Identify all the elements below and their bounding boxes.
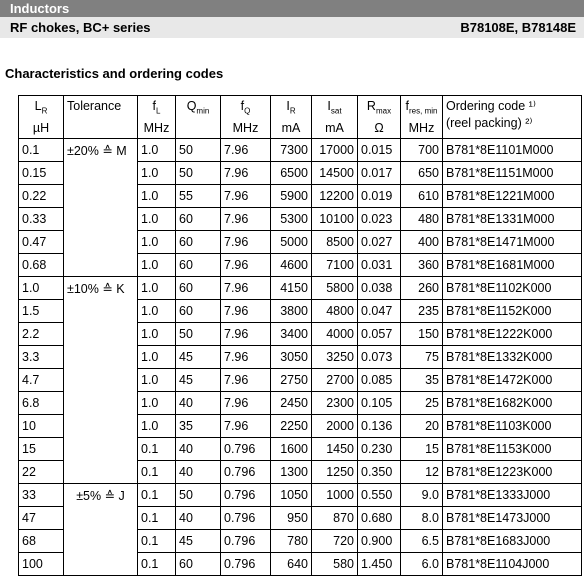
cell-lr: 22: [19, 461, 64, 484]
cell-isat: 7100: [312, 254, 358, 277]
cell-lr: 3.3: [19, 346, 64, 369]
cell-fq: 7.96: [221, 254, 271, 277]
cell-code: B781*8E1153K000: [443, 438, 582, 461]
cell-code: B781*8E1473J000: [443, 507, 582, 530]
cell-rmax: 0.085: [358, 369, 401, 392]
cell-isat: 17000: [312, 139, 358, 162]
cell-isat: 1000: [312, 484, 358, 507]
cell-qmin: 50: [176, 162, 221, 185]
cell-ir: 780: [271, 530, 312, 553]
cell-qmin: 40: [176, 461, 221, 484]
cell-qmin: 50: [176, 323, 221, 346]
col-rmax: $R_{max}$ Ω: [358, 96, 401, 139]
cell-code: B781*8E1221M000: [443, 185, 582, 208]
col-tolerance: Tolerance: [64, 96, 138, 139]
cell-qmin: 55: [176, 185, 221, 208]
cell-fres: 235: [401, 300, 443, 323]
cell-isat: 8500: [312, 231, 358, 254]
cell-isat: 2300: [312, 392, 358, 415]
cell-rmax: 0.073: [358, 346, 401, 369]
cell-code: B781*8E1682K000: [443, 392, 582, 415]
series-header: [0, 17, 584, 38]
cell-rmax: 0.017: [358, 162, 401, 185]
cell-fl: 1.0: [138, 415, 176, 438]
cell-fq: 7.96: [221, 346, 271, 369]
cell-qmin: 45: [176, 346, 221, 369]
cell-fq: 0.796: [221, 530, 271, 553]
section-header: Inductors: [0, 0, 584, 17]
cell-tolerance: ±5% ≙ J: [64, 484, 138, 576]
cell-isat: 1450: [312, 438, 358, 461]
cell-lr: 0.15: [19, 162, 64, 185]
cell-rmax: 0.031: [358, 254, 401, 277]
cell-isat: 1250: [312, 461, 358, 484]
characteristics-table: [18, 95, 582, 576]
cell-lr: 0.68: [19, 254, 64, 277]
cell-fq: 7.96: [221, 369, 271, 392]
cell-ir: 2750: [271, 369, 312, 392]
col-isat: $I_{sat}$ mA: [312, 96, 358, 139]
cell-lr: 0.1: [19, 139, 64, 162]
cell-code: B781*8E1101M000: [443, 139, 582, 162]
table-title: Characteristics and ordering codes: [5, 66, 224, 81]
cell-rmax: 0.136: [358, 415, 401, 438]
cell-ir: 1300: [271, 461, 312, 484]
table-row: [19, 139, 582, 162]
cell-qmin: 40: [176, 507, 221, 530]
cell-fres: 25: [401, 392, 443, 415]
cell-lr: 68: [19, 530, 64, 553]
cell-ir: 2450: [271, 392, 312, 415]
cell-code: B781*8E1332K000: [443, 346, 582, 369]
cell-ir: 6500: [271, 162, 312, 185]
cell-fl: 1.0: [138, 369, 176, 392]
col-fl: $f_L$ MHz: [138, 96, 176, 139]
cell-rmax: 0.550: [358, 484, 401, 507]
cell-rmax: 0.105: [358, 392, 401, 415]
cell-fres: 480: [401, 208, 443, 231]
cell-fq: 7.96: [221, 162, 271, 185]
cell-fq: 7.96: [221, 392, 271, 415]
cell-isat: 4000: [312, 323, 358, 346]
cell-qmin: 45: [176, 530, 221, 553]
cell-isat: 10100: [312, 208, 358, 231]
cell-ir: 4150: [271, 277, 312, 300]
cell-fres: 6.5: [401, 530, 443, 553]
cell-rmax: 0.350: [358, 461, 401, 484]
cell-rmax: 0.038: [358, 277, 401, 300]
cell-ir: 3400: [271, 323, 312, 346]
cell-fres: 700: [401, 139, 443, 162]
cell-qmin: 50: [176, 139, 221, 162]
cell-fq: 7.96: [221, 323, 271, 346]
cell-fq: 0.796: [221, 461, 271, 484]
cell-code: B781*8E1104J000: [443, 553, 582, 576]
cell-lr: 10: [19, 415, 64, 438]
cell-ir: 950: [271, 507, 312, 530]
cell-fres: 75: [401, 346, 443, 369]
cell-rmax: 0.680: [358, 507, 401, 530]
cell-fq: 7.96: [221, 300, 271, 323]
cell-isat: 4800: [312, 300, 358, 323]
col-lr: $L_R$ µH: [19, 96, 64, 139]
cell-ir: 3800: [271, 300, 312, 323]
cell-qmin: 60: [176, 300, 221, 323]
cell-rmax: 0.015: [358, 139, 401, 162]
cell-rmax: 0.900: [358, 530, 401, 553]
cell-code: B781*8E1681M000: [443, 254, 582, 277]
col-ir: $I_R$ mA: [271, 96, 312, 139]
cell-fq: 0.796: [221, 553, 271, 576]
cell-code: B781*8E1472K000: [443, 369, 582, 392]
cell-tolerance: ±20% ≙ M: [64, 139, 138, 277]
cell-fl: 0.1: [138, 507, 176, 530]
cell-fq: 0.796: [221, 438, 271, 461]
cell-qmin: 60: [176, 553, 221, 576]
cell-fl: 1.0: [138, 139, 176, 162]
cell-qmin: 35: [176, 415, 221, 438]
cell-lr: 2.2: [19, 323, 64, 346]
cell-isat: 580: [312, 553, 358, 576]
cell-ir: 1600: [271, 438, 312, 461]
cell-fq: 7.96: [221, 415, 271, 438]
cell-lr: 1.0: [19, 277, 64, 300]
cell-code: B781*8E1151M000: [443, 162, 582, 185]
series-title: RF chokes, BC+ series: [10, 20, 151, 35]
cell-ir: 3050: [271, 346, 312, 369]
cell-fl: 0.1: [138, 461, 176, 484]
cell-fq: 7.96: [221, 231, 271, 254]
cell-qmin: 40: [176, 392, 221, 415]
cell-code: B781*8E1331M000: [443, 208, 582, 231]
cell-ir: 1050: [271, 484, 312, 507]
cell-qmin: 50: [176, 484, 221, 507]
cell-lr: 4.7: [19, 369, 64, 392]
cell-code: B781*8E1223K000: [443, 461, 582, 484]
cell-ir: 640: [271, 553, 312, 576]
cell-lr: 100: [19, 553, 64, 576]
header-row: [19, 96, 582, 139]
cell-fl: 1.0: [138, 346, 176, 369]
cell-fl: 1.0: [138, 277, 176, 300]
cell-fres: 6.0: [401, 553, 443, 576]
cell-rmax: 0.019: [358, 185, 401, 208]
cell-fres: 400: [401, 231, 443, 254]
cell-isat: 14500: [312, 162, 358, 185]
cell-fl: 0.1: [138, 553, 176, 576]
cell-qmin: 60: [176, 208, 221, 231]
cell-fq: 7.96: [221, 139, 271, 162]
cell-fq: 0.796: [221, 484, 271, 507]
cell-isat: 2700: [312, 369, 358, 392]
col-ordering-code: Ordering code ¹⁾ (reel packing) ²⁾: [443, 96, 582, 139]
cell-fres: 360: [401, 254, 443, 277]
cell-qmin: 45: [176, 369, 221, 392]
cell-fl: 1.0: [138, 162, 176, 185]
cell-isat: 12200: [312, 185, 358, 208]
cell-fres: 260: [401, 277, 443, 300]
cell-fres: 9.0: [401, 484, 443, 507]
cell-fl: 0.1: [138, 530, 176, 553]
cell-rmax: 0.023: [358, 208, 401, 231]
cell-fres: 150: [401, 323, 443, 346]
col-fq: $f_Q$ MHz: [221, 96, 271, 139]
cell-fres: 12: [401, 461, 443, 484]
cell-fl: 1.0: [138, 392, 176, 415]
cell-fl: 1.0: [138, 208, 176, 231]
cell-isat: 5800: [312, 277, 358, 300]
cell-fres: 20: [401, 415, 443, 438]
cell-code: B781*8E1471M000: [443, 231, 582, 254]
cell-isat: 720: [312, 530, 358, 553]
cell-fl: 0.1: [138, 484, 176, 507]
cell-fl: 1.0: [138, 254, 176, 277]
cell-isat: 870: [312, 507, 358, 530]
cell-fq: 7.96: [221, 277, 271, 300]
cell-isat: 2000: [312, 415, 358, 438]
cell-code: B781*8E1102K000: [443, 277, 582, 300]
cell-qmin: 60: [176, 277, 221, 300]
cell-fl: 1.0: [138, 323, 176, 346]
cell-rmax: 0.027: [358, 231, 401, 254]
cell-code: B781*8E1103K000: [443, 415, 582, 438]
col-qmin: $Q_{min}$: [176, 96, 221, 139]
cell-rmax: 0.230: [358, 438, 401, 461]
cell-lr: 0.33: [19, 208, 64, 231]
cell-fres: 15: [401, 438, 443, 461]
cell-fres: 650: [401, 162, 443, 185]
cell-rmax: 0.057: [358, 323, 401, 346]
cell-rmax: 1.450: [358, 553, 401, 576]
cell-fq: 0.796: [221, 507, 271, 530]
cell-code: B781*8E1152K000: [443, 300, 582, 323]
cell-lr: 15: [19, 438, 64, 461]
cell-fl: 1.0: [138, 300, 176, 323]
cell-fres: 610: [401, 185, 443, 208]
cell-fq: 7.96: [221, 208, 271, 231]
cell-code: B781*8E1222K000: [443, 323, 582, 346]
cell-lr: 0.47: [19, 231, 64, 254]
cell-code: B781*8E1683J000: [443, 530, 582, 553]
cell-ir: 4600: [271, 254, 312, 277]
cell-ir: 5000: [271, 231, 312, 254]
table-row: [19, 277, 582, 300]
cell-fl: 1.0: [138, 185, 176, 208]
cell-lr: 0.22: [19, 185, 64, 208]
cell-lr: 47: [19, 507, 64, 530]
cell-rmax: 0.047: [358, 300, 401, 323]
table-row: [19, 484, 582, 507]
cell-fres: 35: [401, 369, 443, 392]
part-numbers: B78108E, B78148E: [460, 20, 576, 35]
cell-qmin: 60: [176, 231, 221, 254]
cell-lr: 1.5: [19, 300, 64, 323]
cell-qmin: 40: [176, 438, 221, 461]
cell-fq: 7.96: [221, 185, 271, 208]
cell-fl: 1.0: [138, 231, 176, 254]
cell-ir: 5900: [271, 185, 312, 208]
cell-isat: 3250: [312, 346, 358, 369]
cell-ir: 2250: [271, 415, 312, 438]
cell-qmin: 60: [176, 254, 221, 277]
cell-ir: 7300: [271, 139, 312, 162]
col-fres: $f_{res, min}$ MHz: [401, 96, 443, 139]
cell-ir: 5300: [271, 208, 312, 231]
cell-code: B781*8E1333J000: [443, 484, 582, 507]
cell-fl: 0.1: [138, 438, 176, 461]
cell-fres: 8.0: [401, 507, 443, 530]
cell-lr: 33: [19, 484, 64, 507]
cell-tolerance: ±10% ≙ K: [64, 277, 138, 484]
cell-lr: 6.8: [19, 392, 64, 415]
